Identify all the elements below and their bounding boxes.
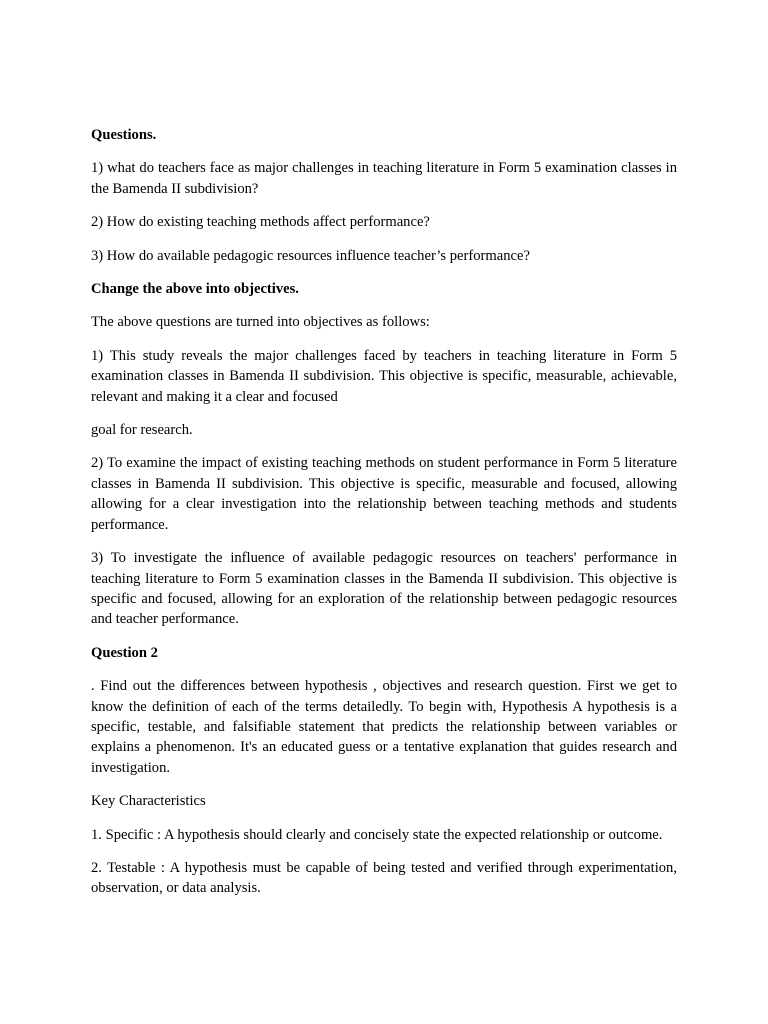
heading-question-2: Question 2 (91, 644, 158, 661)
objective-2: 2) To examine the impact of existing teaching methods on student performance in Form 5 literature classes in Bamenda II subdivision. This objective is specific, measurable and focused, allowing allowing for a clear investigation into the relationship between teaching methods and students performance. (91, 455, 677, 533)
objective-1-continued: goal for research. (91, 422, 193, 439)
heading-questions: Questions. (91, 127, 157, 143)
heading-change-to-objectives: Change the above into objectives. (91, 281, 299, 298)
characteristic-2: 2. Testable : A hypothesis must be capable of being tested and verified through experimentation, observation, or data analysis. (91, 859, 677, 897)
question-1: 1) what do teachers face as major challenges in teaching literature in Form 5 examination classes in the Bamenda II subdivision? (91, 160, 677, 197)
objective-1: 1) This study reveals the major challenges faced by teachers in teaching literature in Form 5 examination classes in Bamenda II subdivision. This objective is specific, measurable, achievable, relevant and making it a clear and focused (91, 347, 677, 405)
question-2: 2) How do existing teaching methods affect performance? (91, 214, 430, 231)
characteristic-1: 1. Specific : A hypothesis should clearly and concisely state the expected relationship or outcome. (91, 826, 663, 843)
question-2-body: . Find out the differences between hypothesis , objectives and research question. First we get to know the definition of each of the terms detailedly. To begin with, Hypothesis A hypothesis is a specific, testable, and falsifiable statement that predicts the relationship between variables or explains a phenomenon. It's an educated guess or a tentative explanation that guides research and investigation. (91, 678, 677, 776)
question-3: 3) How do available pedagogic resources influence teacher’s performance? (91, 247, 530, 264)
key-characteristics-label: Key Characteristics (91, 793, 206, 810)
objectives-intro: The above questions are turned into objectives as follows: (91, 314, 430, 331)
document-page (91, 125, 677, 912)
objective-3: 3) To investigate the influence of available pedagogic resources on teachers' performance in teaching literature to Form 5 examination classes in the Bamenda II subdivision. This objective is specific and focused, allowing for an exploration of the relationship between pedagogic resources and teacher performance. (91, 550, 677, 628)
